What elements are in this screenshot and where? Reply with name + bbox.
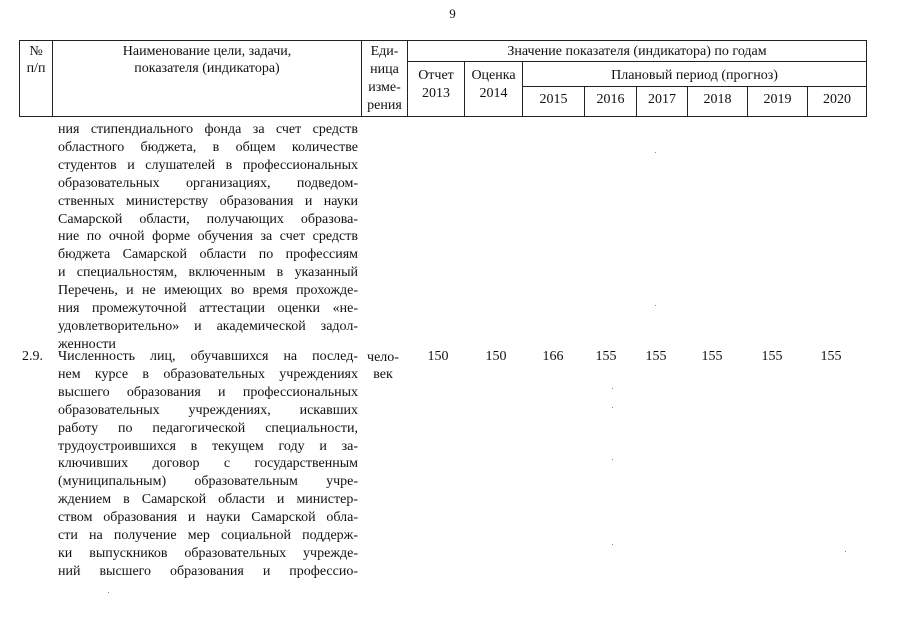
header-num-line1: № xyxy=(29,44,43,59)
continuation-line: Самарской области, получающих образова- xyxy=(58,211,358,227)
header-year-2019: 2019 xyxy=(763,92,792,107)
continuation-line: удовлетворительно» и академической задол- xyxy=(58,318,358,334)
table-header xyxy=(19,40,867,117)
header-year-2017: 2017 xyxy=(648,92,676,107)
scan-speck xyxy=(108,592,109,593)
row-unit-line1: чело- xyxy=(367,350,399,365)
description-line: Численность лиц, обучавшихся на послед- xyxy=(58,349,358,364)
continuation-line: областного бюджета, в общем количестве xyxy=(58,139,358,155)
continuation-line: ние по очной форме обучения за счет средств xyxy=(58,229,358,245)
continuation-line: Перечень, и не имеющих во время прохожде- xyxy=(58,283,358,299)
row-number: 2.9. xyxy=(22,349,43,364)
description-line: ством образования и науки Самарской обла- xyxy=(58,510,358,526)
continuation-line: ния стипендиального фонда за счет средств xyxy=(58,122,358,137)
header-report-label: Отчет xyxy=(418,68,454,83)
description-line: высшего образования и профессиональных xyxy=(58,384,358,400)
header-name-line2: показателя (индикатора) xyxy=(134,61,280,76)
continuation-text xyxy=(58,121,358,354)
value-2015: 166 xyxy=(542,349,564,364)
header-year-2018: 2018 xyxy=(703,92,732,107)
description-line: нем курсе в образовательных учреждениях xyxy=(58,366,358,382)
continuation-line: образовательных организациях, подведом- xyxy=(58,175,358,191)
description-line: ний высшего образования и профессио- xyxy=(58,563,358,579)
description-line: трудоустроившихся в текущем году и за- xyxy=(58,438,358,454)
divider-values-title xyxy=(407,61,867,62)
header-border-right xyxy=(866,40,867,117)
scan-speck xyxy=(612,459,613,460)
continuation-line: ственных министерству образования и науки xyxy=(58,193,358,209)
value-2014: 150 xyxy=(485,349,507,364)
header-year-2016: 2016 xyxy=(596,92,625,107)
header-unit-line3: изме- xyxy=(368,80,401,95)
description-line: ки выпускников образовательных учрежде- xyxy=(58,545,358,561)
header-values-title: Значение показателя (индикатора) по годам xyxy=(507,44,767,59)
continuation-line: бюджета Самарской области по профессиям xyxy=(58,247,358,263)
header-year-2020: 2020 xyxy=(823,92,851,107)
header-report-year: 2013 xyxy=(422,86,450,101)
continuation-line: женности xyxy=(58,336,116,352)
description-line: (муниципальным) образовательным учре- xyxy=(58,474,358,490)
continuation-line: ния промежуточной аттестации оценки «не- xyxy=(58,301,358,317)
description-line: ждением в Самарской области и министер- xyxy=(58,492,358,508)
header-plan-title: Плановый период (прогноз) xyxy=(611,68,778,83)
header-unit-line4: рения xyxy=(367,98,402,113)
value-2020: 155 xyxy=(820,349,842,364)
description-line: работу по педагогической специальности, xyxy=(58,420,358,436)
continuation-line: студентов и слушателей в профессиональных xyxy=(58,157,358,173)
header-name-line1: Наименование цели, задачи, xyxy=(122,44,292,59)
header-border-top xyxy=(19,40,867,41)
header-unit-line1: Еди- xyxy=(370,44,399,59)
divider-plan-title xyxy=(522,86,867,87)
description-line: ключивших договор с государственным xyxy=(58,456,358,472)
value-2013: 150 xyxy=(427,349,449,364)
description-line: образовательных учреждениях, искавших xyxy=(58,402,358,418)
header-estimate-label: Оценка xyxy=(471,68,516,83)
scan-speck xyxy=(655,152,656,153)
header-border-bottom xyxy=(19,116,867,117)
value-2016: 155 xyxy=(595,349,617,364)
header-estimate-year: 2014 xyxy=(479,86,508,101)
header-unit-line2: ница xyxy=(370,62,399,77)
scan-speck xyxy=(612,388,613,389)
scan-speck xyxy=(655,305,656,306)
value-2017: 155 xyxy=(645,349,667,364)
scan-speck xyxy=(612,544,613,545)
scan-speck xyxy=(845,551,846,552)
value-2019: 155 xyxy=(761,349,783,364)
header-year-2015: 2015 xyxy=(539,92,568,107)
page-number: 9 xyxy=(449,6,456,21)
row-unit-line2: век xyxy=(373,367,393,382)
continuation-line: и специальностям, включенным в указанный xyxy=(58,265,358,281)
row-description xyxy=(58,348,358,581)
header-num-line2: п/п xyxy=(26,61,46,76)
value-2018: 155 xyxy=(701,349,723,364)
scan-speck xyxy=(612,407,613,408)
description-line: сти на получение мер социальной поддерж- xyxy=(58,528,358,544)
